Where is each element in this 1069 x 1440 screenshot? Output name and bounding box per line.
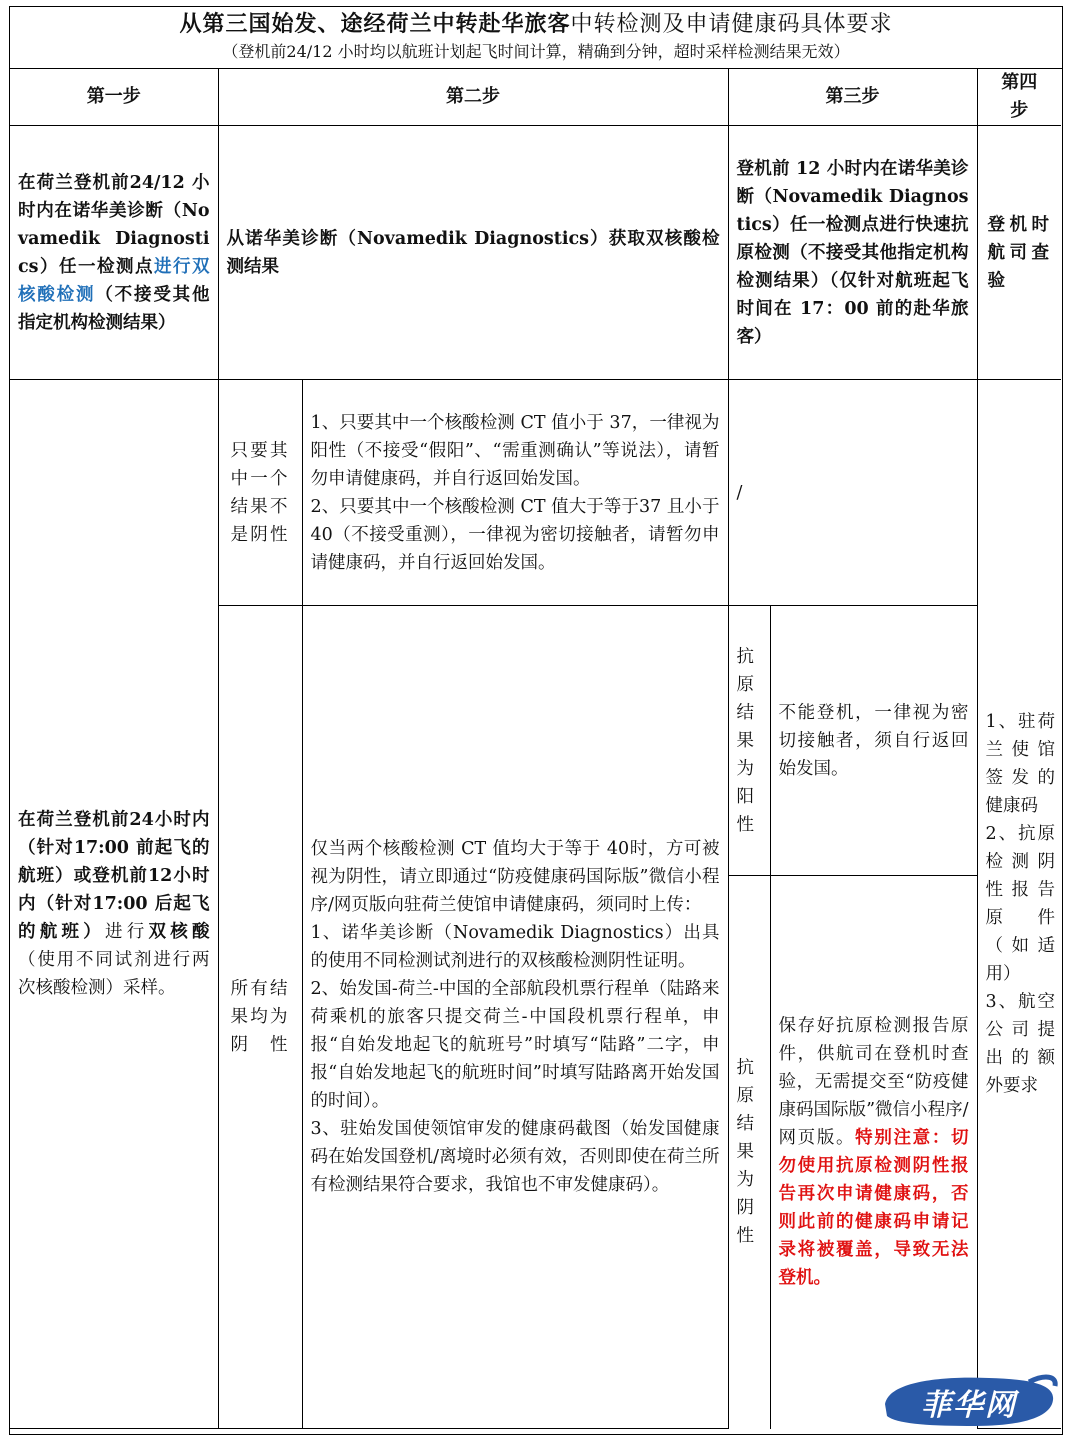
step4-header: 第四步 [977,69,1061,126]
document-subtitle: （登机前24/12 小时均以航班计划起飞时间计算，精确到分钟，超时采样检测结果无效） [222,42,850,61]
test-requirement-row [10,126,1061,380]
step1-text-a: 在荷兰登机前24/12 小时内在诺华美诊断（Novamedik Diagnostics）任一检测点 [18,172,210,277]
boarding-doc-2: 2、抗原检测阴性报告原件（如适用） [985,824,1055,984]
all-negative-item-2: 2、始发国-荷兰-中国的全部航段机票行程单（陆路来荷乘机的旅客只提交荷兰-中国段机票行程单，申报“自始发地起飞的航班号”时填写“陆路”二字，申报“自始发地起飞的航班时间”时填写陆路离开始发国的时间）。 [310,979,720,1111]
not-negative-row [10,380,1061,606]
step1-highlight: 进行双核酸检测 [18,256,210,305]
antigen-positive-label: 抗原结果为阳性 [728,606,770,876]
step2-instruction: 从诺华美诊断（Novamedik Diagnostics）获取双核酸检测结果 [218,126,728,380]
all-negative-intro: 仅当两个核酸检测 CT 值均大于等于 40时，方可被视为阴性，请立即通过“防疫健康码国际版”微信小程序/网页版向驻荷兰使馆申请健康码，须同时上传： [310,839,720,915]
sampling-bold: 双核酸 [148,922,210,942]
site-watermark [879,1370,1059,1432]
antigen-warning: 特别注意：切勿使用抗原检测阴性报告再次申请健康码，否则此前的健康码申请记录将被覆盖，导致无法登机。 [778,1128,969,1289]
sampling-text-b: （使用不同试剂进行两次核酸检测）采样。 [18,950,210,998]
step4-instruction: 登机时航司查验 [977,126,1061,380]
antigen-positive-text: 不能登机，一律视为密切接触者，须自行返回始发国。 [770,606,977,876]
not-negative-instructions [302,380,728,606]
steps-header-row [10,69,1061,126]
title-rest: 中转检测及申请健康码具体要求 [570,12,893,37]
step1-instruction [10,126,218,380]
antigen-negative-instructions [770,876,977,1429]
all-negative-item-1: 1、诺华美诊断（Novamedik Diagnostics）出具的使用不同检测试剂进行的双核酸检测阴性证明。 [310,923,720,971]
not-negative-step3: / [728,380,977,606]
document-title [10,9,1062,40]
sampling-text-mid: 进行 [105,922,149,942]
not-negative-label: 只要其中一个结果不是阴性 [218,380,302,606]
step1-text-b: （不接受其他指定机构检测结果） [18,284,210,333]
all-negative-item-3: 3、驻始发国使领馆审发的健康码截图（始发国健康码在始发国登机/离境时必须有效，否则即使在荷兰所有检测结果符合要求，我馆也不审发健康码）。 [310,1119,720,1195]
step3-header: 第三步 [728,69,977,126]
antigen-negative-label: 抗原结果为阴性 [728,876,770,1429]
not-negative-item-2: 2、只要其中一个核酸检测 CT 值大于等于37 且小于 40（不接受重测），一律视为密切接触者，请暂勿申请健康码，并自行返回始发国。 [310,496,720,573]
antigen-negative-text: 保存好抗原检测报告原件，供航司在登机时查验，无需提交至“防疫健康码国际版”微信小程序/网页版。 [778,1016,969,1149]
step2-header: 第二步 [218,69,728,126]
boarding-doc-1: 1、驻荷兰使馆签发的健康码 [985,712,1055,816]
requirements-grid [10,69,1061,1429]
all-negative-label: 所有结果均为阴性 [218,606,302,1429]
boarding-doc-3: 3、航空公司提出的额外要求 [985,992,1055,1096]
document-header [10,7,1062,69]
step3-instruction: 登机前 12 小时内在诺华美诊断（Novamedik Diagnostics）任一检测点进行快速抗原检测（不接受其他指定机构检测结果）（仅针对航班起飞时间在 17：00 前的赴华旅客） [728,126,977,380]
watermark-text: 菲华网 [921,1388,1017,1423]
document-table [9,6,1063,1435]
sampling-text-a: 在荷兰登机前24小时内（针对17:00 前起飞的航班）或登机前12小时内（针对17:00 后起飞的航班） [18,810,210,942]
boarding-documents [977,380,1061,1429]
sampling-instruction [10,380,218,1429]
not-negative-item-1: 1、只要其中一个核酸检测 CT 值小于 37，一律视为阳性（不接受“假阳”、“需重测确认”等说法），请暂勿申请健康码，并自行返回始发国。 [310,412,720,489]
title-bold: 从第三国始发、途经荷兰中转赴华旅客 [179,11,571,37]
all-negative-instructions [302,606,728,1429]
step1-header: 第一步 [10,69,218,126]
